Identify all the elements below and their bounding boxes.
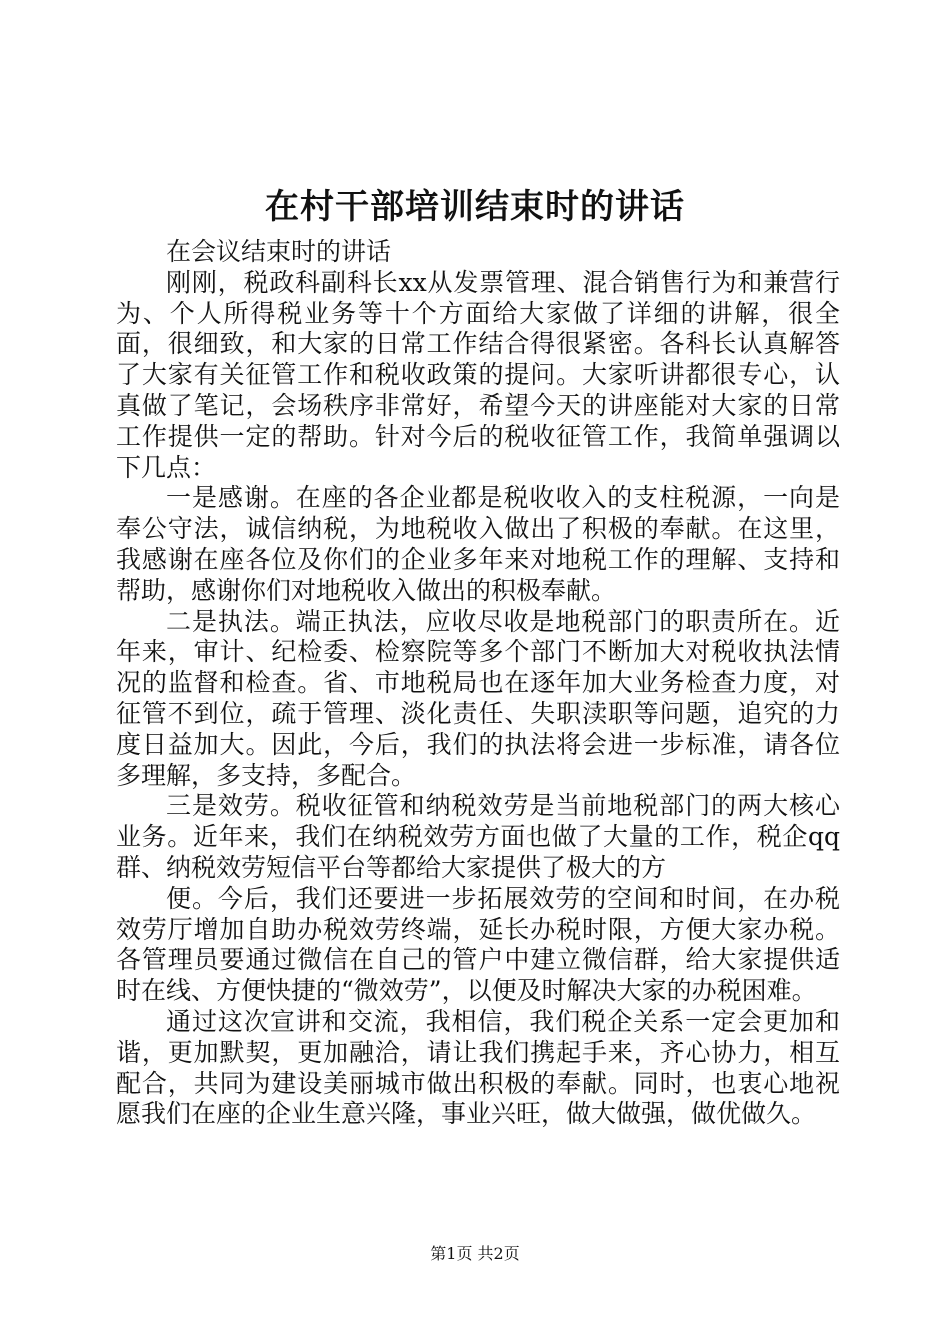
- paragraph-service-continued: 便。今后，我们还要进一步拓展效劳的空间和时间，在办税效劳厅增加自助办税效劳终端，延长办税时限，方便大家办税。各管理员要通过微信在自己的管户中建立微信群，给大家提供适时在线、方便快捷的“微效劳”，以便及时解决大家的办税困难。: [116, 883, 840, 1006]
- document-body: [116, 237, 840, 1130]
- paragraph-subtitle: 在会议结束时的讲话: [166, 237, 392, 266]
- paragraph-intro: 刚刚，税政科副科长xx从发票管理、混合销售行为和兼营行为、个人所得税业务等十个方面给大家做了详细的讲解，很全面，很细致，和大家的日常工作结合得很紧密。各科长认真解答了大家有关征管工作和税收政策的提问。大家听讲都很专心，认真做了笔记，会场秩序非常好，希望今天的讲座能对大家的日常工作提供一定的帮助。针对今后的税收征管工作，我简单强调以下几点：: [116, 267, 840, 482]
- paragraph-law-enforcement: 二是执法。端正执法，应收尽收是地税部门的职责所在。近年来，审计、纪检委、检察院等多个部门不断加大对税收执法情况的监督和检查。省、市地税局也在逐年加大业务检查力度，对征管不到位，疏于管理、淡化责任、失职渎职等问题，追究的力度日益加大。因此，今后，我们的执法将会进一步标准，请各位多理解，多支持，多配合。: [116, 606, 840, 790]
- document-title: 在村干部培训结束时的讲话: [265, 187, 685, 227]
- paragraph-thanks: 一是感谢。在座的各企业都是税收收入的支柱税源，一向是奉公守法，诚信纳税，为地税收入做出了积极的奉献。在这里，我感谢在座各位及你们的企业多年来对地税工作的理解、支持和帮助，感谢你们对地税收入做出的积极奉献。: [116, 483, 840, 605]
- paragraph-service: 三是效劳。税收征管和纳税效劳是当前地税部门的两大核心业务。近年来，我们在纳税效劳方面也做了大量的工作，税企qq群、纳税效劳短信平台等都给大家提供了极大的方: [116, 791, 840, 882]
- page-number: 第1页 共2页: [430, 1244, 520, 1263]
- paragraph-closing: 通过这次宣讲和交流，我相信，我们税企关系一定会更加和谐，更加默契，更加融洽，请让我们携起手来，齐心协力，相互配合，共同为建设美丽城市做出积极的奉献。同时，也衷心地祝愿我们在座的企业生意兴隆，事业兴旺，做大做强，做优做久。: [116, 1006, 840, 1129]
